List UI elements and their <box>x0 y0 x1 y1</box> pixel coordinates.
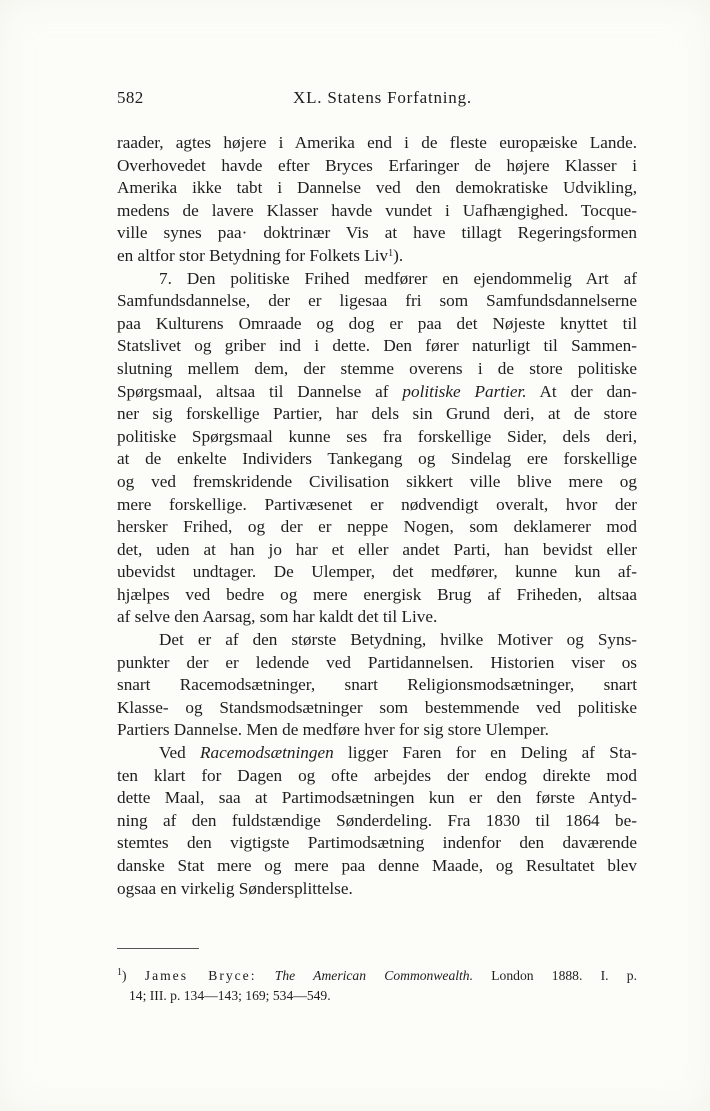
text-line <box>117 697 637 720</box>
text-line <box>117 245 637 268</box>
text-line-main: ogsaa en virkelig Søndersplittelse. <box>117 878 353 898</box>
text-line <box>117 810 637 833</box>
footnote-line-2: 14; III. p. 134—143; 169; 534—549. <box>129 988 331 1003</box>
text-line <box>117 471 637 494</box>
text-line <box>117 268 637 291</box>
footnote-work: The American Commonwealth. <box>274 968 473 983</box>
text-line <box>117 561 637 584</box>
text-line-main: Overhovedet havde efter Bryces Erfaringer de højere Klasser i <box>117 155 637 175</box>
footnote-reference: 1 <box>388 247 394 259</box>
text-line <box>117 765 637 788</box>
text-line-main: mere forskellige. Partivæsenet er nødvendigt overalt, hvor der <box>117 494 637 514</box>
text-line <box>117 584 637 607</box>
text-line-main: det, uden at han jo har et eller andet Parti, han bevidst eller <box>117 539 637 559</box>
text-line <box>117 358 637 381</box>
text-line-main: dette Maal, saa at Partimodsætningen kun er den første Antyd- <box>117 788 637 808</box>
emphasis-text: Racemodsætningen <box>200 743 334 763</box>
text-line-main: Klasse- og Standsmodsætninger som bestemmende ved politiske <box>117 697 637 717</box>
page-number: 582 <box>117 88 144 107</box>
text-line <box>117 652 637 675</box>
text-line-main: og ved fremskridende Civilisation sikkert ville blive mere og <box>117 471 637 491</box>
text-line-main: ubevidst undtager. De Ulemper, det medfører, kunne kun af- <box>117 562 637 582</box>
text-line-main: ten klart for Dagen og ofte arbejdes der endog direkte mod <box>117 765 637 785</box>
text-line <box>117 381 637 404</box>
text-line-main: raader, agtes højere i Amerika end i de fleste europæiske Lande. <box>117 133 637 152</box>
text-line <box>117 719 637 742</box>
text-line <box>117 742 637 765</box>
text-line <box>117 132 637 155</box>
text-line <box>117 426 637 449</box>
text-line <box>117 539 637 562</box>
text-line-main: punkter der er ledende ved Partidannelsen. Historien viser os <box>117 652 637 672</box>
text-line-main: 7. Den politiske Frihed medfører en ejendommelig Art af <box>159 268 637 288</box>
text-line <box>117 155 637 178</box>
text-line-main: slutning mellem dem, der stemme overens i de store politiske <box>117 358 637 378</box>
footnote-line-1: $^1$) James Bryce: The American Commonwealth. London 1888. I. p. <box>117 967 637 983</box>
text-line <box>117 200 637 223</box>
text-line-main: hjælpes ved bedre og mere energisk Brug af Friheden, altsaa <box>117 584 637 604</box>
text-line <box>117 787 637 810</box>
text-line <box>117 855 637 878</box>
text-line-tail: ligger Faren for en Deling af Sta- <box>333 743 637 763</box>
text-line-main: Det er af den største Betydning, hvilke Motiver og Syns- <box>159 630 637 650</box>
running-title: XL. Statens Forfatning. <box>293 88 472 107</box>
text-line <box>117 494 637 517</box>
text-line <box>117 335 637 358</box>
text-line-main: politiske Spørgsmaal kunne ses fra forskellige Sider, dels deri, <box>117 426 637 446</box>
text-line <box>117 606 637 629</box>
text-line-main: medens de lavere Klasser havde vundet i Uafhængighed. Tocque- <box>117 200 637 220</box>
text-line-main: ville synes paa· doktrinær Vis at have tillagt Regeringsformen <box>117 223 637 243</box>
text-line <box>117 313 637 336</box>
text-line-main: snart Racemodsætninger, snart Religionsmodsætninger, snart <box>117 675 637 695</box>
text-line-main: af selve den Aarsag, som har kaldt det til Live. <box>117 607 438 627</box>
footnote-author: James Bryce: <box>144 968 257 983</box>
text-line-main: Statslivet og griber ind i dette. Den fører naturligt til Sammen- <box>117 336 637 356</box>
text-line <box>117 222 637 245</box>
body-text <box>117 132 637 900</box>
text-line <box>117 290 637 313</box>
text-line <box>117 177 637 200</box>
text-line-main: paa Kulturens Omraade og dog er paa det Nøjeste knyttet til <box>117 313 637 333</box>
text-line <box>117 674 637 697</box>
text-line <box>117 516 637 539</box>
text-line-main: ner sig forskellige Partier, har dels sin Grund deri, at de store <box>117 404 637 424</box>
text-line <box>117 403 637 426</box>
text-line <box>117 629 637 652</box>
text-line <box>117 832 637 855</box>
text-line-main: Ved <box>159 743 201 763</box>
text-line <box>117 878 637 901</box>
text-line-main: en altfor stor Betydning for Folkets Liv <box>117 245 389 265</box>
text-line-main: danske Stat mere og mere paa denne Maade, og Resultatet blev <box>117 856 637 875</box>
emphasis-text: politiske Partier. <box>402 381 527 401</box>
text-line-main: stemtes den vigtigste Partimodsætning indenfor den daværende <box>117 833 637 853</box>
text-line-main: ning af den fuldstændige Sønderdeling. Fra 1830 til 1864 be- <box>117 810 637 830</box>
footnote <box>117 966 637 1006</box>
text-line-main: at de enkelte Individers Tankegang og Sindelag ere forskellige <box>117 449 637 469</box>
text-line-main: hersker Frihed, og der er neppe Nogen, som deklamerer mod <box>117 517 637 537</box>
footnote-marker: 1 <box>117 967 122 978</box>
text-line-main: Partiers Dannelse. Men de medføre hver for sig store Ulemper. <box>117 720 549 740</box>
text-line-main: Spørgsmaal, altsaa til Dannelse af <box>117 381 403 401</box>
text-line-tail: At der dan- <box>526 381 637 401</box>
text-line <box>117 448 637 471</box>
text-line-main: Amerika ikke tabt i Dannelse ved den demokratiske Udvikling, <box>117 178 637 198</box>
text-line-main: Samfundsdannelse, der er ligesaa fri som Samfundsdannelserne <box>117 291 637 311</box>
footnote-imprint: London 1888. I. p. <box>473 968 637 983</box>
footnote-rule <box>117 948 199 949</box>
text-line-tail: ). <box>393 245 404 265</box>
